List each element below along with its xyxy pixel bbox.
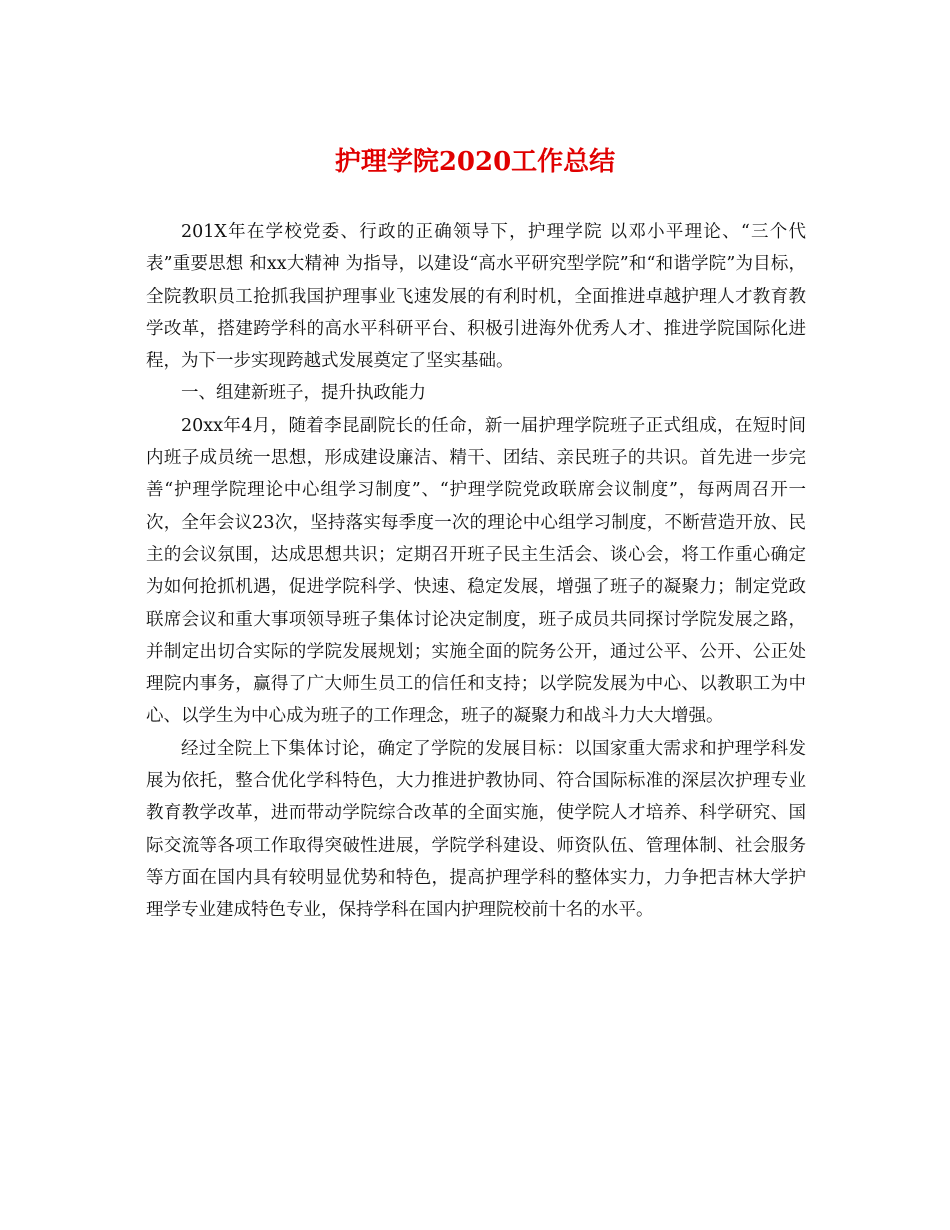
section-heading-1: 一、组建新班子，提升执政能力 xyxy=(181,383,426,404)
document-title: 护理学院2020工作总结 xyxy=(334,147,616,177)
document-body xyxy=(146,216,806,927)
paragraph-leadership: 20xx年4月，随着李昆副院长的任命，新一届护理学院班子正式组成，在短时间内班子成员统一思想，形成建设廉洁、精干、团结、亲民班子的共识。首先进一步完善“护理学院理论中心组学习制度”、“护理学院党政联席会议制度”，每两周召开一次，全年会议23次，坚持落实每季度一次的理论中心组学习制度，不断营造开放、民主的会议氛围，达成思想共识；定期召开班子民主生活会、谈心会，将工作重心确定为如何抢抓机遇，促进学院科学、快速、稳定发展，增强了班子的凝聚力；制定党政联席会议和重大事项领导班子集体讨论决定制度，班子成员共同探讨学院发展之路，并制定出切合实际的学院发展规划；实施全面的院务公开，通过公平、公开、公正处理院内事务，赢得了广大师生员工的信任和支持；以学院发展为中心、以教职工为中心、以学生为中心成为班子的工作理念，班子的凝聚力和战斗力大大增强。 xyxy=(146,415,806,727)
paragraph-intro: 201X年在学校党委、行政的正确领导下，护理学院 以邓小平理论、“三个代表”重要思想 和xx大精神 为指导，以建设“高水平研究型学院”和“和谐学院”为目标，全院教职员工抢抓我国护理事业飞速发展的有利时机，全面推进卓越护理人才教育教学改革，搭建跨学科的高水平科研平台、积极引进海外优秀人才、推进学院国际化进程，为下一步实现跨越式发展奠定了坚实基础。 xyxy=(146,222,806,372)
paragraph-goals: 经过全院上下集体讨论，确定了学院的发展目标：以国家重大需求和护理学科发展为依托，整合优化学科特色，大力推进护教协同、符合国际标准的深层次护理专业教育教学改革，进而带动学院综合改革的全面实施，使学院人才培养、科学研究、国际交流等各项工作取得突破性进展，学院学科建设、师资队伍、管理体制、社会服务等方面在国内具有较明显优势和特色，提高护理学科的整体实力，力争把吉林大学护理学专业建成特色专业，保持学科在国内护理院校前十名的水平。 xyxy=(146,738,806,921)
